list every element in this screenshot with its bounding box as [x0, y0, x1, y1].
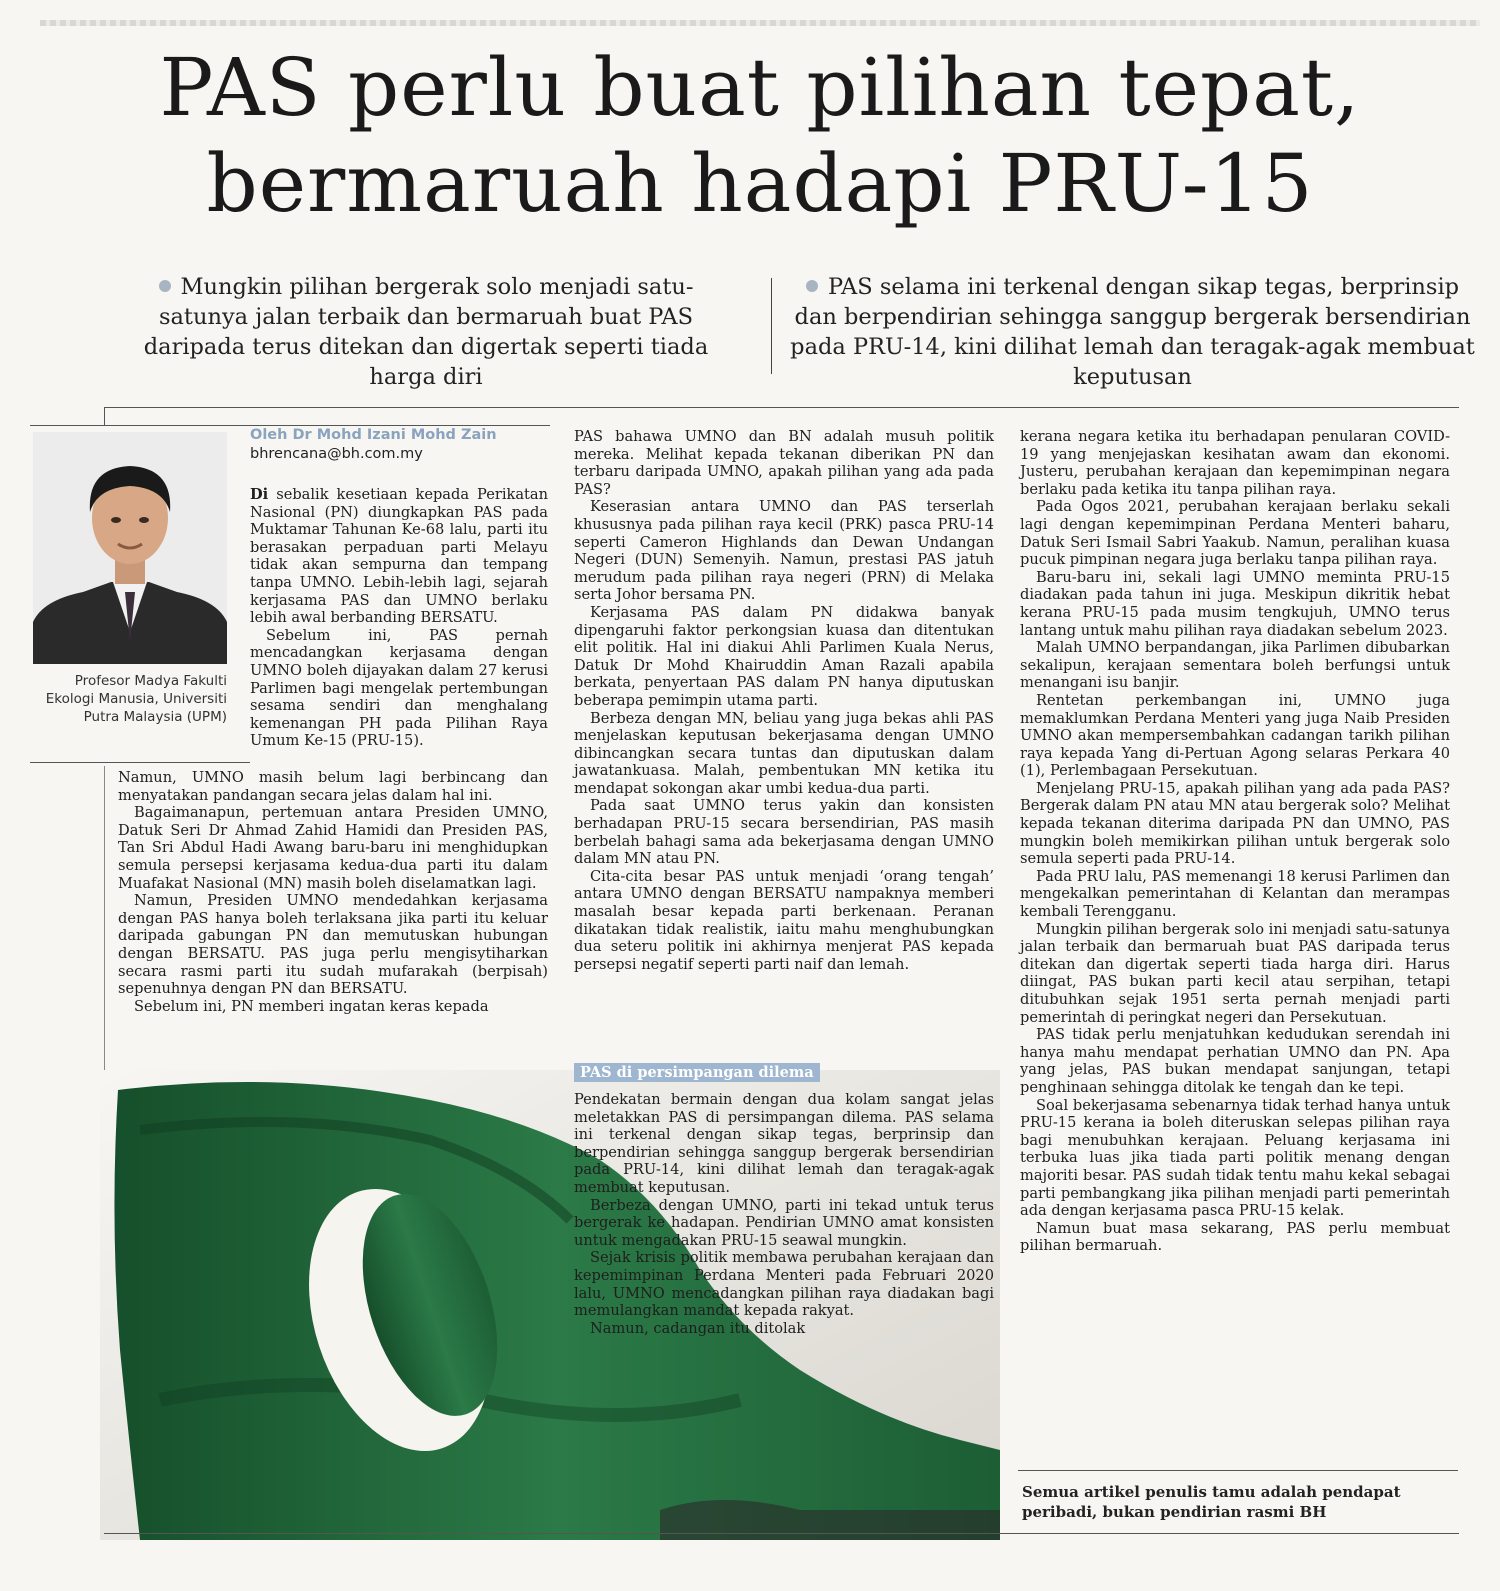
paragraph: Pendekatan bermain dengan dua kolam sangat jelas meletakkan PAS di persimpangan dilema. PAS selama ini terkenal dengan sikap tegas, berprinsip dan berpendirian sehingga sanggup bergerak bersendirian pada PRU-14, kini dilihat lemah dan teragak-agak membuat keputusan.: [574, 1091, 994, 1196]
column-1-bottom: [118, 769, 548, 1015]
paragraph-text: sebalik kesetiaan kepada Perikatan Nasional (PN) diungkapkan PAS pada Muktamar Tahunan Ke-68 lalu, parti itu berasakan perpaduan parti Melayu tidak akan sempurna dan tempang tanpa UMNO. Lebih-lebih lagi, sejarah kerjasama PAS dan UMNO berlaku lebih awal berbanding BERSATU.: [250, 486, 548, 627]
byline: [250, 426, 550, 464]
paragraph: Pada saat UMNO terus yakin dan konsisten berhadapan PRU-15 secara bersendirian, PAS masih berbelah bahagi sama ada bekerjasama dengan UMNO dalam MN atau PN.: [574, 797, 994, 868]
paragraph: [250, 486, 548, 627]
top-border: [40, 20, 1480, 26]
paragraph: Pada Ogos 2021, perubahan kerajaan berlaku sekali lagi dengan kepemimpinan Perdana Menteri baharu, Datuk Seri Ismail Sabri Yaakub. Namun, peralihan kuasa pucuk pimpinan negara juga berlaku tanpa pilihan raya.: [1020, 498, 1450, 569]
author-box-bottom-rule: [30, 762, 250, 763]
footnote-rule: [1018, 1470, 1458, 1471]
paragraph: Sebelum ini, PN memberi ingatan keras kepada: [134, 997, 489, 1015]
paragraph: PAS tidak perlu menjatuhkan kedudukan serendah ini hanya mahu mendapat perhatian UMNO dan PN. Apa yang jelas, PAS bukan mendapat sanjungan, tetapi penghinaan sehingga ditolak ke tengah dan ke tepi.: [1020, 1026, 1450, 1096]
paragraph: Cita-cita besar PAS untuk menjadi ‘orang tengah’ antara UMNO dengan BERSATU nampaknya memberi masalah besar kepada parti berkenaan. Peranan dikatakan tidak realistik, iaitu mahu menghubungkan dua seteru politik ini akhirnya menjerat PAS kepada persepsi negatif seperti parti naif dan lemah.: [574, 867, 994, 973]
paragraph: kerana negara ketika itu berhadapan penularan COVID-19 yang menjejaskan kesihatan awam dan ekonomi. Justeru, perubahan kerajaan dan kepemimpinan negara berlaku pada ketika itu tanpa pilihan raya.: [1020, 428, 1450, 498]
subheading: PAS di persimpangan dilema: [574, 1063, 820, 1082]
deck-left-text: Mungkin pilihan bergerak solo menjadi satu-satunya jalan terbaik dan bermaruah buat PAS daripada terus ditekan dan digertak seperti tiada harga diri: [143, 274, 709, 390]
paragraph: Rentetan perkembangan ini, UMNO juga memaklumkan Perdana Menteri yang juga Naib Presiden UMNO akan mempersembahkan cadangan tarikh pilihan raya kepada Yang di-Pertuan Agong selaras Perkara 40 (1), Perlembagaan Persekutuan.: [1020, 691, 1450, 780]
paragraph: Pada PRU lalu, PAS memenangi 18 kerusi Parlimen dan mengekalkan pemerintahan di Kelantan dan merampas kembali Terengganu.: [1020, 867, 1450, 921]
bottom-rule: [104, 1533, 1459, 1534]
column-1-top: [250, 486, 548, 750]
byline-author: Oleh Dr Mohd Izani Mohd Zain: [250, 427, 497, 443]
headline-line-2: bermaruah hadapi PRU-15: [206, 137, 1314, 230]
dropcap: Di: [250, 486, 269, 503]
column-2: [574, 428, 994, 973]
subhead-wrapper: [574, 1062, 820, 1082]
author-portrait-icon: [33, 432, 227, 664]
paragraph: Namun, cadangan itu ditolak: [590, 1319, 806, 1337]
deck-divider: [771, 278, 772, 374]
bullet-icon: [159, 280, 171, 292]
headline: [40, 40, 1480, 232]
bullet-icon: [806, 280, 818, 292]
paragraph: Namun buat masa sekarang, PAS perlu membuat pilihan bermaruah.: [1020, 1219, 1450, 1255]
paragraph: Bagaimanapun, pertemuan antara Presiden UMNO, Datuk Seri Dr Ahmad Zahid Hamidi dan Presiden PAS, Tan Sri Abdul Hadi Awang baru-baru ini menghidupkan semula persepsi kerjasama kedua-dua parti itu dalam Muafakat Nasional (MN) masih boleh diselamatkan lagi.: [118, 804, 548, 892]
column-3: [1020, 428, 1450, 1255]
paragraph: PAS bahawa UMNO dan BN adalah musuh politik mereka. Melihat kepada tekanan diberikan PN dan terbaru daripada UMNO, apakah pilihan yang ada pada PAS?: [574, 428, 994, 498]
paragraph: Berbeza dengan MN, beliau yang juga bekas ahli PAS menjelaskan keputusan bekerjasama dengan UMNO dibincangkan secara tuntas dan diputuskan dalam jawatankuasa. Malah, pembentukan MN ketika itu mendapat sokongan akar umbi kedua-dua parti.: [574, 709, 994, 797]
rule-tick: [104, 407, 105, 425]
column-2-bottom: [574, 1091, 994, 1337]
paragraph: Soal bekerjasama sebenarnya tidak terhad hanya untuk PRU-15 kerana ia boleh diteruskan selepas pilihan raya bagi menubuhkan kerajaan. Peluang kerjasama ini terbuka luas jika tiada parti politik menang dengan majoriti besar. PAS sudah tidak tentu mahu kekal sebagai parti pembangkang jika pilihan menjadi parti pemerintah ada dengan kerjasama pasca PRU-15 kelak.: [1020, 1096, 1450, 1220]
headline-line-1: PAS perlu buat pilihan tepat,: [159, 41, 1361, 134]
author-caption: Profesor Madya Fakulti Ekologi Manusia, Universiti Putra Malaysia (UPM): [45, 673, 227, 725]
paragraph: Berbeza dengan UMNO, parti ini tekad untuk terus bergerak ke hadapan. Pendirian UMNO amat konsisten untuk mengadakan PRU-15 seawal mungkin.: [574, 1196, 994, 1249]
section-rule: [104, 407, 1459, 408]
paragraph: Namun, UMNO masih belum lagi berbincang dan menyatakan pandangan secara jelas dalam hal ini.: [118, 769, 548, 804]
deck-left: [115, 272, 737, 392]
paragraph: Mungkin pilihan bergerak solo ini menjadi satu-satunya jalan terbaik dan bermaruah buat PAS daripada terus ditekan dan digertak seperti tiada harga diri. Harus diingat, PAS bukan parti kecil atau serpihan, tetapi ditubuhkan sejak 1951 serta pernah menjadi parti pemerintah di peringkat negeri dan Persekutuan.: [1020, 920, 1450, 1026]
deck-right: [790, 272, 1475, 392]
deck-right-text: PAS selama ini terkenal dengan sikap tegas, berprinsip dan berpendirian sehingga sanggup bergerak bersendirian pada PRU-14, kini dilihat lemah dan teragak-agak membuat keputusan: [790, 274, 1475, 390]
paragraph: Sejak krisis politik membawa perubahan kerajaan dan kepemimpinan Perdana Menteri pada Februari 2020 lalu, UMNO mencadangkan pilihan raya diadakan bagi memulangkan mandat kepada rakyat.: [574, 1249, 994, 1320]
byline-email[interactable]: bhrencana@bh.com.my: [250, 446, 423, 462]
paragraph: Sebelum ini, PAS pernah mencadangkan kerjasama dengan UMNO boleh dijayakan dalam 27 kerusi Parlimen bagi mengelak pertembungan sesama sendiri dan menghalang kemenangan PH pada Pilihan Raya Umum Ke-15 (PRU-15).: [250, 626, 548, 750]
paragraph: Menjelang PRU-15, apakah pilihan yang ada pada PAS? Bergerak dalam PN atau MN atau bergerak solo? Melihat kepada tekanan diterima daripada PN dan UMNO, PAS mungkin boleh memikirkan pilihan untuk bergerak solo semula seperti pada PRU-14.: [1020, 779, 1450, 868]
disclaimer-note: Semua artikel penulis tamu adalah pendapat peribadi, bukan pendirian rasmi BH: [1022, 1483, 1401, 1521]
author-photo: [33, 432, 227, 664]
paragraph: Namun, Presiden UMNO mendedahkan kerjasama dengan PAS hanya boleh terlaksana jika parti itu keluar daripada gabungan PN dan memutuskan hubungan dengan BERSATU. PAS juga perlu mengisytiharkan secara rasmi parti itu sudah mufarakah (berpisah) sepenuhnya dengan PN dan BERSATU.: [118, 892, 548, 998]
paragraph: Malah UMNO berpandangan, jika Parlimen dibubarkan sekalipun, kerajaan sementara boleh berfungsi untuk menangani isu banjir.: [1020, 639, 1450, 692]
paragraph: Kerjasama PAS dalam PN didakwa banyak dipengaruhi faktor perkongsian kuasa dan ditentukan elit politik. Hal ini diakui Ahli Parlimen Kuala Nerus, Datuk Dr Mohd Khairuddin Aman Razali apabila berkata, penyertaan PAS dalam PN hanya diputuskan beberapa pemimpin utama parti.: [574, 603, 994, 709]
paragraph: Keserasian antara UMNO dan PAS terserlah khususnya pada pilihan raya kecil (PRK) pasca PRU-14 seperti Cameron Highlands dan Dewan Undangan Negeri (DUN) Semenyih. Namun, prestasi PAS jatuh merudum pada pilihan raya negeri (PRN) di Melaka serta Johor bersama PN.: [574, 498, 994, 604]
paragraph: Baru-baru ini, sekali lagi UMNO meminta PRU-15 diadakan pada tahun ini juga. Meskipun dikritik hebat kerana PRU-15 pada musim tengkujuh, UMNO terus lantang untuk mahu pilihan raya diadakan sebelum 2023.: [1020, 568, 1450, 639]
